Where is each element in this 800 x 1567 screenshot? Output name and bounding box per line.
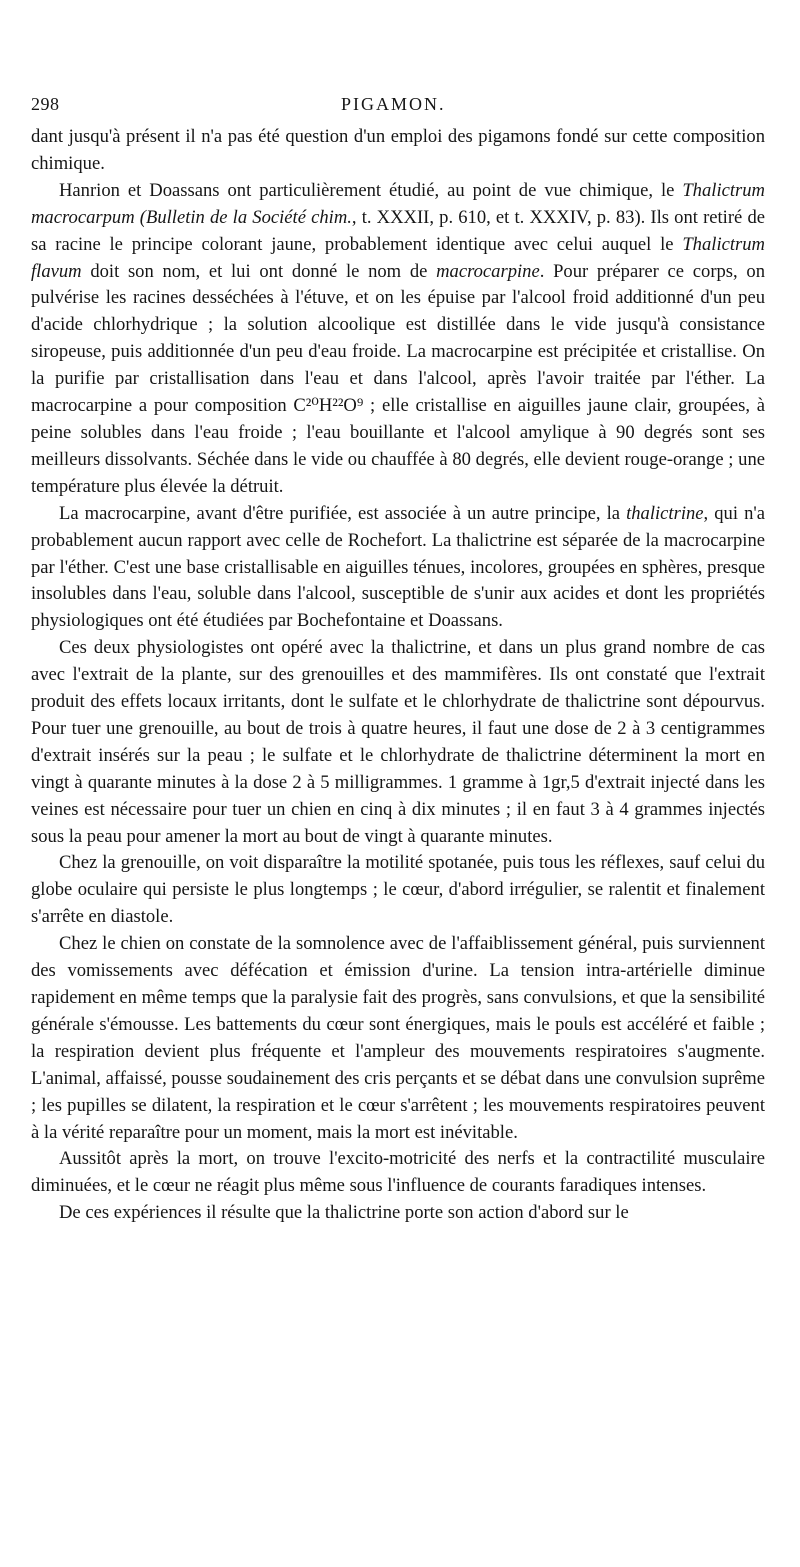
text-run: La macrocarpine, avant d'être purifiée, est associée à un autre principe, la: [59, 502, 627, 524]
paragraph: [31, 178, 765, 501]
text-run: , qui n'a probablement aucun rapport avec celle de Rochefort. La thalictrine est séparée de la macrocarpine par l'éther. C'est une base cristallisable en aiguilles ténues, incolores, groupées en sphères, presque insolubles dans l'eau, soluble dans l'alcool, susceptible de s'unir aux acides et dont les propriétés physiologiques ont été étudiées par Bochefontaine et Doassans.: [31, 502, 765, 632]
text-run: Aussitôt après la mort, on trouve l'excito-motricité des nerfs et la contractilité musculaire diminuées, et le cœur ne réagit plus même sous l'influence de courants faradiques intenses.: [31, 1148, 765, 1197]
italic-text: macrocarpine: [436, 260, 540, 282]
paragraph: [31, 1200, 765, 1227]
text-run: , t. XXXII, p. 610, et t. XXXIV, p. 83). Ils ont retiré de sa racine le principe colorant jaune, probablement identique avec celui auquel le: [31, 206, 765, 255]
text-run: . Pour préparer ce corps, on pulvérise les racines desséchées à l'étuve, et on les épuise par l'alcool froid additionné d'un peu d'acide chlorhydrique ; la solution alcoolique est distillée dans le vide jusqu'à consistance siropeuse, puis additionnée d'un peu d'eau froide. La macrocarpine est précipitée et cristallise. On la purifie par cristallisation dans l'eau et dans l'alcool, après l'avoir traitée par l'éther. La macrocarpine a pour composition C²⁰H²²O⁹ ; elle cristallise en aiguilles jaune clair, groupées, à peine solubles dans l'eau froide ; l'eau bouillante et l'alcool amylique à 90 degrés sont ses meilleurs dissolvants. Séchée dans le vide ou chauffée à 80 degrés, elle devient rouge-orange ; une température plus élevée la détruit.: [31, 260, 765, 497]
text-run: doit son nom, et lui ont donné le nom de: [81, 260, 437, 282]
text-run: Ces deux physiologistes ont opéré avec la thalictrine, et dans un plus grand nombre de cas avec l'extrait de la plante, sur des grenouilles et des mammifères. Ils ont constaté que l'extrait produit des effets locaux irritants, dont le sulfate et le chlorhydrate de thalictrine sont dépourvus. Pour tuer une grenouille, au bout de trois à quatre heures, il faut une dose de 2 à 3 centigrammes d'extrait insérés sur la peau ; le sulfate et le chlorhydrate de thalictrine déterminent la mort en vingt à quarante minutes à la dose 2 à 5 milligrammes. 1 gramme à 1gr,5 d'extrait injecté dans les veines est nécessaire pour tuer un chien en cinq à dix minutes ; il en faut 3 à 4 grammes injectés sous la peau pour amener la mort au bout de vingt à quarante minutes.: [31, 637, 765, 847]
paragraph: [31, 124, 765, 178]
paragraph: [31, 635, 765, 850]
paragraph: [31, 1146, 765, 1200]
page-header: [31, 94, 765, 124]
book-page: [31, 94, 765, 1227]
italic-text: Thalictrum macrocarpum (Bulletin de la Société chim.: [31, 179, 765, 228]
text-run: Hanrion et Doassans ont particulièrement étudié, au point de vue chimique, le: [59, 179, 683, 201]
paragraph: [31, 501, 765, 636]
italic-text: thalictrine: [626, 502, 704, 524]
paragraph: [31, 931, 765, 1146]
paragraph: [31, 850, 765, 931]
page-number: 298: [31, 94, 60, 114]
body-text: [31, 124, 765, 1227]
text-run: dant jusqu'à présent il n'a pas été question d'un emploi des pigamons fondé sur cette composition chimique.: [31, 126, 765, 174]
italic-text: Thalictrum flavum: [31, 233, 765, 282]
text-run: Chez la grenouille, on voit disparaître la motilité spotanée, puis tous les réflexes, sauf celui du globe oculaire qui persiste le plus longtemps ; le cœur, d'abord irrégulier, se ralentit et finalement s'arrête en diastole.: [31, 852, 765, 928]
text-run: De ces expériences il résulte que la thalictrine porte son action d'abord sur le: [59, 1202, 629, 1224]
text-run: Chez le chien on constate de la somnolence avec de l'affaiblissement général, puis surviennent des vomissements avec défécation et émission d'urine. La tension intra-artérielle diminue rapidement en même temps que la paralysie fait des progrès, sans convulsions, et que la sensibilité générale s'émousse. Les battements du cœur sont énergiques, mais le pouls est accéléré et faible ; la respiration devient plus fréquente et l'ampleur des mouvements respiratoires s'augmente. L'animal, affaissé, pousse soudainement des cris perçants et se débat dans une convulsion suprême ; les pupilles se dilatent, la respiration et le cœur s'arrêtent ; les mouvements respiratoires peuvent à la vérité reparaître pour un moment, mais la mort est inévitable.: [31, 933, 765, 1143]
running-title: PIGAMON.: [341, 94, 446, 114]
